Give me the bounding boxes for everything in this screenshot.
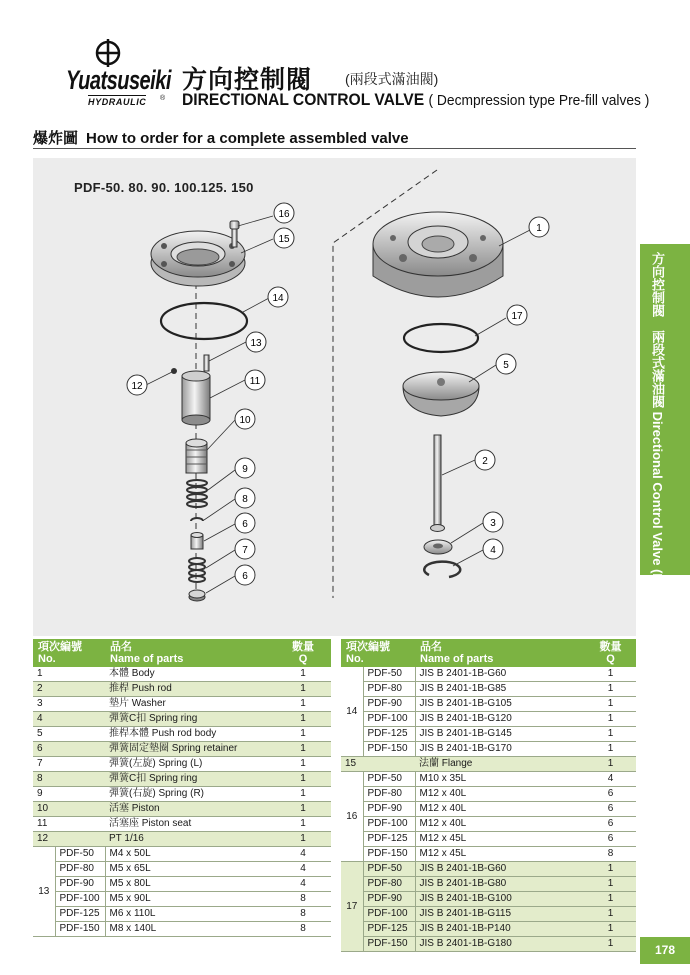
row-spec: JIS B 2401-1B-G145: [415, 727, 585, 742]
callout-14: [268, 287, 288, 307]
callout-2: [475, 450, 495, 470]
callout-16: [274, 203, 294, 223]
table-row: [341, 742, 636, 757]
table-row: [341, 922, 636, 937]
table-row: [341, 772, 636, 787]
table-row: [341, 892, 636, 907]
row-model: PDF-125: [55, 907, 105, 922]
registered-mark: ®: [160, 95, 166, 102]
svg-text:17: 17: [511, 311, 523, 322]
table-row: [33, 757, 331, 772]
row-qty: 8: [275, 892, 331, 907]
row-name: 活塞 Piston: [105, 802, 275, 817]
row-no: 6: [33, 742, 105, 757]
row-no: 5: [33, 727, 105, 742]
table-row: [33, 832, 331, 847]
row-spec: JIS B 2401-1B-G170: [415, 742, 585, 757]
piston-seat-screw-part: [204, 355, 209, 371]
row-qty: 6: [585, 802, 636, 817]
table-row: [33, 772, 331, 787]
row-model: PDF-125: [363, 727, 415, 742]
row-name: 彈簧C扣 Spring ring: [105, 712, 275, 727]
row-qty: 1: [585, 667, 636, 682]
row-name: 彈簧固定墊圈 Spring retainer: [105, 742, 275, 757]
col-header-name: 品名 Name of parts: [105, 639, 275, 667]
washer-part: [424, 540, 452, 554]
brand-logo: [66, 38, 172, 110]
svg-text:4: 4: [490, 545, 496, 556]
row-name: PT 1/16: [105, 832, 275, 847]
callout-13: [246, 332, 266, 352]
svg-text:14: 14: [272, 293, 284, 304]
piston-part: [186, 439, 207, 473]
table-row: [341, 682, 636, 697]
callout-1: [529, 217, 549, 237]
section-title-en: How to order for a complete assembled valve: [86, 130, 409, 147]
side-tab-text: 方向控制閥 兩段式滿油閥 Directional Control Valve (Decmpression type Pre-fill valves): [650, 252, 665, 786]
row-spec: M6 x 110L: [105, 907, 275, 922]
row-model: PDF-100: [363, 907, 415, 922]
table-row: [341, 757, 636, 772]
svg-text:13: 13: [250, 338, 262, 349]
row-no: 2: [33, 682, 105, 697]
table-row: [341, 667, 636, 682]
svg-text:1: 1: [536, 223, 542, 234]
row-qty: 4: [585, 772, 636, 787]
row-spec: JIS B 2401-1B-G60: [415, 862, 585, 877]
row-no: 12: [33, 832, 105, 847]
svg-text:15: 15: [278, 234, 290, 245]
row-qty: 1: [275, 832, 331, 847]
svg-text:2: 2: [482, 456, 488, 467]
side-tab: [640, 244, 690, 786]
row-model: PDF-50: [363, 862, 415, 877]
row-qty: 8: [585, 847, 636, 862]
row-no: 1: [33, 667, 105, 682]
row-qty: 1: [585, 877, 636, 892]
row-qty: 1: [275, 817, 331, 832]
parts-table-left: [33, 639, 331, 937]
row-qty: 1: [275, 802, 331, 817]
row-qty: 8: [275, 922, 331, 937]
row-model: PDF-80: [363, 787, 415, 802]
callout-3: [483, 512, 503, 532]
brand-name: Yuatsuseiki: [66, 66, 171, 96]
callout-17: [507, 305, 527, 325]
table-row: [33, 742, 331, 757]
callout-8: [235, 488, 255, 508]
row-model: PDF-100: [363, 712, 415, 727]
table-row: [341, 817, 636, 832]
svg-text:3: 3: [490, 518, 496, 529]
table-row: [341, 787, 636, 802]
row-no: 3: [33, 697, 105, 712]
row-model: PDF-50: [363, 667, 415, 682]
group-no: 16: [341, 772, 363, 862]
row-model: PDF-90: [363, 892, 415, 907]
row-qty: 1: [585, 862, 636, 877]
row-name: 法蘭 Flange: [415, 757, 585, 772]
table-row: [33, 817, 331, 832]
row-spec: M4 x 50L: [105, 847, 275, 862]
row-spec: M5 x 65L: [105, 862, 275, 877]
spring-right-part: [187, 480, 207, 507]
row-spec: M5 x 90L: [105, 892, 275, 907]
row-spec: JIS B 2401-1B-G100: [415, 892, 585, 907]
row-spec: JIS B 2401-1B-G60: [415, 667, 585, 682]
table-header-row: [33, 639, 331, 667]
o-ring-14-part: [161, 303, 247, 339]
row-spec: JIS B 2401-1B-G115: [415, 907, 585, 922]
table-row: [341, 727, 636, 742]
row-spec: M5 x 80L: [105, 877, 275, 892]
svg-text:6: 6: [242, 519, 248, 530]
row-no: 11: [33, 817, 105, 832]
row-model: PDF-50: [55, 847, 105, 862]
table-row: [33, 922, 331, 937]
svg-text:12: 12: [131, 381, 143, 392]
callout-6a: [235, 513, 255, 533]
row-model: PDF-125: [363, 832, 415, 847]
row-spec: JIS B 2401-1B-G120: [415, 712, 585, 727]
table-row: [33, 877, 331, 892]
row-no: 15: [341, 757, 415, 772]
spring-retainer-lower-part: [189, 590, 205, 601]
row-name: 彈簧(左旋) Spring (L): [105, 757, 275, 772]
table-row: [33, 892, 331, 907]
row-spec: JIS B 2401-1B-G180: [415, 937, 585, 952]
row-qty: 1: [275, 712, 331, 727]
callout-9: [235, 458, 255, 478]
table-row: [341, 937, 636, 952]
row-model: PDF-90: [363, 697, 415, 712]
section-title-cn: 爆炸圖: [33, 130, 79, 147]
callout-7: [235, 539, 255, 559]
col-header-name: 品名 Name of parts: [415, 639, 585, 667]
table-row: [341, 877, 636, 892]
row-qty: 1: [275, 697, 331, 712]
group-no: 14: [341, 667, 363, 757]
row-spec: M10 x 35L: [415, 772, 585, 787]
row-spec: M12 x 45L: [415, 832, 585, 847]
row-qty: 1: [275, 787, 331, 802]
brand-subtitle: HYDRAULIC: [88, 97, 147, 107]
page-subtitle-cn: (兩段式滿油閥): [345, 71, 439, 87]
table-row: [341, 847, 636, 862]
row-spec: JIS B 2401-1B-G85: [415, 682, 585, 697]
row-qty: 4: [275, 877, 331, 892]
col-header-no: 項次編號 No.: [341, 639, 415, 667]
row-spec: JIS B 2401-1B-G105: [415, 697, 585, 712]
row-no: 8: [33, 772, 105, 787]
table-row: [33, 712, 331, 727]
row-spec: M12 x 45L: [415, 847, 585, 862]
row-name: 活塞座 Piston seat: [105, 817, 275, 832]
row-no: 7: [33, 757, 105, 772]
row-qty: 8: [275, 907, 331, 922]
row-name: 推桿 Push rod: [105, 682, 275, 697]
table-row: [341, 712, 636, 727]
row-model: PDF-90: [363, 802, 415, 817]
svg-text:7: 7: [242, 545, 248, 556]
row-qty: 1: [585, 697, 636, 712]
row-qty: 1: [585, 712, 636, 727]
row-qty: 1: [585, 682, 636, 697]
row-model: PDF-125: [363, 922, 415, 937]
svg-text:11: 11: [249, 376, 261, 387]
o-ring-17-part: [404, 324, 478, 352]
table-row: [33, 862, 331, 877]
row-qty: 6: [585, 832, 636, 847]
row-qty: 1: [275, 742, 331, 757]
col-header-qty: 數量 Q: [275, 639, 331, 667]
row-qty: 1: [275, 727, 331, 742]
push-rod-part: [431, 435, 445, 532]
valve-body-part: [373, 212, 503, 297]
row-no: 10: [33, 802, 105, 817]
table-row: [341, 802, 636, 817]
row-model: PDF-100: [55, 892, 105, 907]
row-spec: JIS B 2401-1B-G80: [415, 877, 585, 892]
table-row: [341, 697, 636, 712]
row-qty: 1: [585, 937, 636, 952]
col-header-no: 項次編號 No.: [33, 639, 105, 667]
row-qty: 1: [275, 772, 331, 787]
row-qty: 4: [275, 862, 331, 877]
row-qty: 1: [585, 922, 636, 937]
page-title-cn: 方向控制閥: [182, 66, 313, 94]
row-model: PDF-150: [363, 742, 415, 757]
callout-11: [245, 370, 265, 390]
group-no: 17: [341, 862, 363, 952]
flange-part: [151, 231, 245, 286]
diagram-model-label: PDF-50. 80. 90. 100.125. 150: [74, 180, 254, 195]
page-number: 178: [640, 937, 690, 964]
svg-text:9: 9: [242, 464, 248, 475]
row-name: 彈簧(右旋) Spring (R): [105, 787, 275, 802]
row-qty: 1: [585, 757, 636, 772]
row-name: 推桿本體 Push rod body: [105, 727, 275, 742]
spring-retainer-upper-part: [191, 533, 203, 550]
row-no: 9: [33, 787, 105, 802]
row-spec: M12 x 40L: [415, 787, 585, 802]
table-row: [33, 727, 331, 742]
row-model: PDF-50: [363, 772, 415, 787]
row-spec: M12 x 40L: [415, 802, 585, 817]
row-qty: 1: [585, 907, 636, 922]
row-qty: 6: [585, 787, 636, 802]
push-rod-body-part: [403, 372, 479, 416]
row-qty: 1: [275, 682, 331, 697]
table-row: [33, 787, 331, 802]
spring-left-part: [189, 558, 205, 582]
table-row: [33, 802, 331, 817]
table-header-row: [341, 639, 636, 667]
row-model: PDF-150: [363, 937, 415, 952]
row-model: PDF-100: [363, 817, 415, 832]
svg-text:8: 8: [242, 494, 248, 505]
logo-emblem-icon: [93, 38, 123, 68]
row-model: PDF-80: [55, 862, 105, 877]
table-row: [33, 697, 331, 712]
row-name: 墊片 Washer: [105, 697, 275, 712]
exploded-view-drawing: [33, 158, 636, 636]
row-spec: M8 x 140L: [105, 922, 275, 937]
svg-text:10: 10: [239, 415, 251, 426]
row-model: PDF-80: [363, 877, 415, 892]
row-qty: 1: [585, 742, 636, 757]
svg-text:6: 6: [242, 571, 248, 582]
spring-ring-8-part: [191, 518, 203, 521]
table-row: [33, 682, 331, 697]
table-row: [33, 907, 331, 922]
callout-10: [235, 409, 255, 429]
parts-table-right: [341, 639, 636, 952]
svg-text:5: 5: [503, 360, 509, 371]
row-qty: 6: [585, 817, 636, 832]
row-name: 彈簧C扣 Spring ring: [105, 772, 275, 787]
svg-text:16: 16: [278, 209, 290, 220]
row-qty: 1: [585, 892, 636, 907]
row-spec: JIS B 2401-1B-P140: [415, 922, 585, 937]
row-model: PDF-80: [363, 682, 415, 697]
row-model: PDF-90: [55, 877, 105, 892]
piston-seat-part: [182, 371, 210, 425]
row-model: PDF-150: [363, 847, 415, 862]
callout-12: [127, 375, 147, 395]
row-qty: 1: [585, 727, 636, 742]
callout-4: [483, 539, 503, 559]
spring-ring-4-part: [424, 562, 460, 577]
callout-15: [274, 228, 294, 248]
row-qty: 1: [275, 757, 331, 772]
row-name: 本體 Body: [105, 667, 275, 682]
page-title-en-sub: ( Decmpression type Pre-fill valves ): [428, 92, 650, 109]
callout-5: [496, 354, 516, 374]
table-row: [33, 847, 331, 862]
row-qty: 4: [275, 847, 331, 862]
table-row: [33, 667, 331, 682]
pt-plug-part: [171, 368, 177, 374]
group-no: 13: [33, 847, 55, 937]
row-spec: M12 x 40L: [415, 817, 585, 832]
callout-6b: [235, 565, 255, 585]
table-row: [341, 907, 636, 922]
exploded-diagram: [33, 158, 636, 636]
table-row: [341, 832, 636, 847]
row-qty: 1: [275, 667, 331, 682]
row-model: PDF-150: [55, 922, 105, 937]
col-header-qty: 數量 Q: [585, 639, 636, 667]
page-title-en-main: DIRECTIONAL CONTROL VALVE: [182, 90, 425, 109]
row-no: 4: [33, 712, 105, 727]
page-title-en: [182, 90, 649, 110]
table-row: [341, 862, 636, 877]
section-heading: [33, 127, 636, 149]
